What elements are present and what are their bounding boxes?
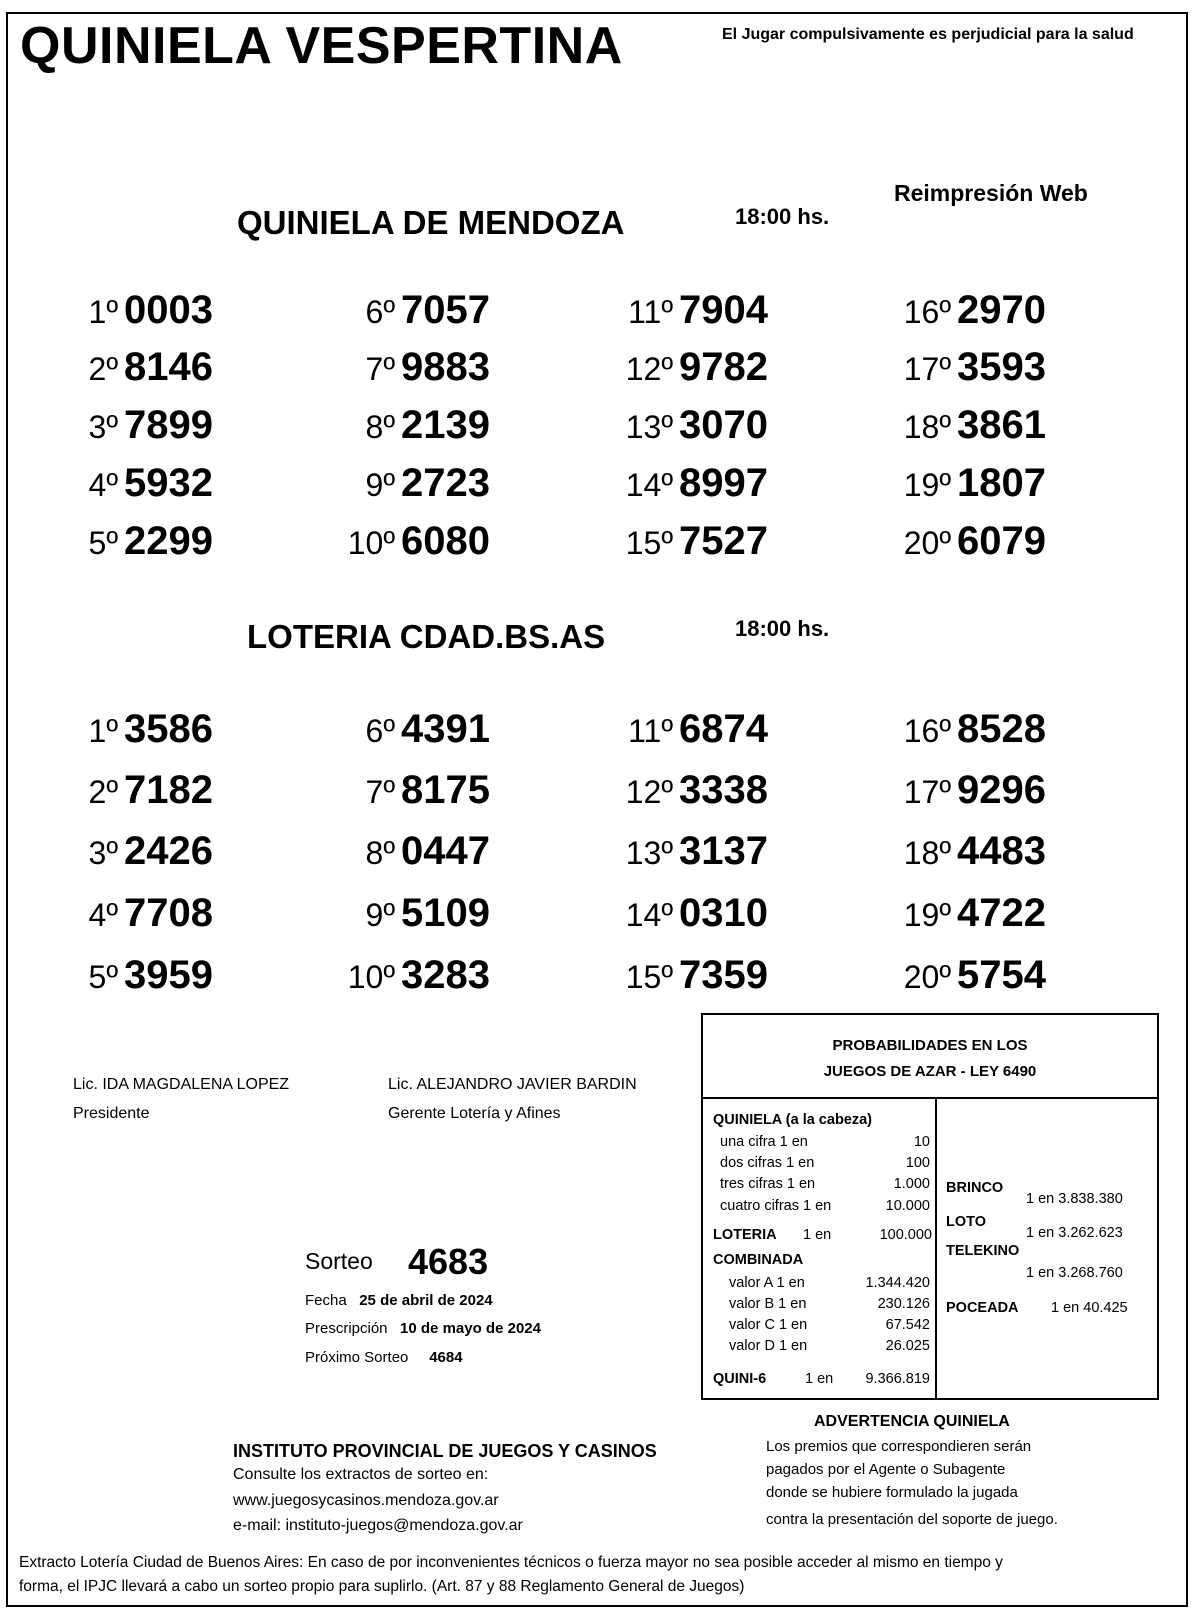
result-item <box>846 345 1046 390</box>
result-item <box>846 519 1046 564</box>
result-number: 3593 <box>957 345 1046 389</box>
result-item <box>13 345 213 390</box>
draw-date-label: Fecha <box>305 1292 347 1309</box>
result-number: 3861 <box>957 403 1046 447</box>
quiniela-odds-value: 100 <box>905 1155 930 1171</box>
result-number: 7182 <box>124 768 213 812</box>
telekino-odds-label: TELEKINO <box>946 1243 1020 1259</box>
result-number: 7359 <box>679 953 768 997</box>
probabilities-title-line2: JUEGOS DE AZAR - LEY 6490 <box>823 1063 1037 1080</box>
result-position: 8º <box>365 835 396 871</box>
result-item <box>290 288 490 333</box>
next-draw <box>305 1349 463 1366</box>
signature-name-president: Lic. IDA MAGDALENA LOPEZ <box>73 1076 290 1093</box>
draw-date <box>305 1292 493 1309</box>
result-item <box>568 345 768 390</box>
result-item <box>290 345 490 390</box>
quiniela-odds-label: una cifra 1 en <box>720 1134 808 1150</box>
result-item <box>290 768 490 813</box>
result-number: 3070 <box>679 403 768 447</box>
result-position: 17º <box>903 774 952 810</box>
result-item <box>846 288 1046 333</box>
result-item <box>846 461 1046 506</box>
result-number: 3338 <box>679 768 768 812</box>
result-number: 2426 <box>124 829 213 873</box>
next-draw-value: 4684 <box>429 1349 463 1366</box>
result-position: 2º <box>88 351 119 387</box>
result-position: 11º <box>628 294 674 330</box>
result-number: 2139 <box>401 403 490 447</box>
result-number: 9883 <box>401 345 490 389</box>
signature-role-president: Presidente <box>73 1105 150 1122</box>
telekino-odds-value: 1 en 3.268.760 <box>1026 1265 1123 1281</box>
quini6-odds-label: QUINI-6 <box>713 1371 767 1387</box>
result-item <box>13 829 213 874</box>
combinada-odds-value: 67.542 <box>885 1317 930 1333</box>
result-position: 13º <box>625 409 674 445</box>
combinada-odds-label: valor B 1 en <box>729 1296 807 1312</box>
poceada-odds-value: 1 en 40.425 <box>1051 1300 1128 1316</box>
signature-role-manager: Gerente Lotería y Afines <box>388 1105 561 1122</box>
result-position: 3º <box>88 409 119 445</box>
result-item <box>290 829 490 874</box>
quiniela-odds-label: dos cifras 1 en <box>720 1155 815 1171</box>
quiniela-odds-value: 10 <box>913 1134 930 1150</box>
result-position: 12º <box>625 351 674 387</box>
result-position: 11º <box>628 713 674 749</box>
result-position: 7º <box>365 774 396 810</box>
result-item <box>846 953 1046 998</box>
result-item <box>13 768 213 813</box>
result-item <box>846 403 1046 448</box>
result-position: 17º <box>903 351 952 387</box>
result-item <box>568 953 768 998</box>
result-number: 3137 <box>679 829 768 873</box>
result-position: 16º <box>903 713 952 749</box>
result-item <box>568 461 768 506</box>
result-number: 8175 <box>401 768 490 812</box>
result-position: 14º <box>625 897 674 933</box>
result-position: 14º <box>625 467 674 503</box>
combinada-odds-label: valor C 1 en <box>729 1317 808 1333</box>
result-number: 2970 <box>957 288 1046 332</box>
probabilities-column-divider <box>935 1099 937 1399</box>
section-title-mendoza: QUINIELA DE MENDOZA <box>237 204 625 241</box>
footer-note-line1: Extracto Lotería Ciudad de Buenos Aires: En caso de por inconvenientes técnicos o fuerza mayor no sea posible acceder al mismo en tiempo y <box>19 1554 1003 1571</box>
result-number: 4483 <box>957 829 1046 873</box>
result-number: 6079 <box>957 519 1046 563</box>
loteria-odds-label: LOTERIA <box>713 1227 777 1243</box>
result-item <box>290 891 490 936</box>
result-number: 3283 <box>401 953 490 997</box>
result-item <box>13 403 213 448</box>
result-item <box>568 768 768 813</box>
brinco-odds-label: BRINCO <box>946 1180 1004 1196</box>
advertencia-line: contra la presentación del soporte de juego. <box>766 1511 1058 1528</box>
draw-prescription <box>305 1320 541 1337</box>
poceada-odds-label: POCEADA <box>946 1300 1019 1316</box>
result-position: 1º <box>88 713 119 749</box>
result-position: 19º <box>903 897 952 933</box>
result-position: 6º <box>365 713 396 749</box>
result-number: 6080 <box>401 519 490 563</box>
result-number: 7904 <box>679 288 768 332</box>
result-item <box>846 768 1046 813</box>
result-number: 9296 <box>957 768 1046 812</box>
result-item <box>13 707 213 752</box>
result-position: 2º <box>88 774 119 810</box>
loto-odds-value: 1 en 3.262.623 <box>1026 1225 1123 1241</box>
result-number: 7527 <box>679 519 768 563</box>
quiniela-odds-value: 10.000 <box>885 1198 930 1214</box>
institute-name: INSTITUTO PROVINCIAL DE JUEGOS Y CASINOS <box>233 1441 657 1461</box>
result-position: 10º <box>347 525 396 561</box>
result-item <box>290 461 490 506</box>
draw-prescription-value: 10 de mayo de 2024 <box>400 1320 541 1337</box>
result-item <box>13 288 213 333</box>
advertencia-title: ADVERTENCIA QUINIELA <box>814 1413 1010 1430</box>
result-number: 6874 <box>679 707 768 751</box>
combinada-odds-title: COMBINADA <box>713 1252 804 1268</box>
result-number: 7708 <box>124 891 213 935</box>
loteria-odds-prefix: 1 en <box>803 1227 832 1243</box>
next-draw-label: Próximo Sorteo <box>305 1349 409 1366</box>
signature-name-manager: Lic. ALEJANDRO JAVIER BARDIN <box>388 1076 637 1093</box>
result-position: 16º <box>903 294 952 330</box>
probabilities-header-divider <box>701 1097 1159 1099</box>
loteria-odds-value: 100.000 <box>879 1227 932 1243</box>
result-number: 0003 <box>124 288 213 332</box>
result-number: 3586 <box>124 707 213 751</box>
quiniela-odds-label: tres cifras 1 en <box>720 1176 816 1192</box>
result-item <box>290 519 490 564</box>
result-number: 1807 <box>957 461 1046 505</box>
result-position: 9º <box>365 467 396 503</box>
result-position: 4º <box>88 897 119 933</box>
result-number: 7899 <box>124 403 213 447</box>
result-position: 7º <box>365 351 396 387</box>
quini6-odds-prefix: 1 en <box>805 1371 834 1387</box>
result-number: 0447 <box>401 829 490 873</box>
result-item <box>568 891 768 936</box>
result-number: 0310 <box>679 891 768 935</box>
combinada-odds-value: 1.344.420 <box>865 1275 930 1291</box>
quini6-odds-value: 9.366.819 <box>865 1371 930 1387</box>
result-number: 8528 <box>957 707 1046 751</box>
result-position: 9º <box>365 897 396 933</box>
result-position: 12º <box>625 774 674 810</box>
combinada-odds-value: 26.025 <box>885 1338 930 1354</box>
result-item <box>568 829 768 874</box>
loto-odds-label: LOTO <box>946 1214 987 1230</box>
result-position: 4º <box>88 467 119 503</box>
result-number: 9782 <box>679 345 768 389</box>
result-position: 20º <box>903 525 952 561</box>
combinada-odds-label: valor D 1 en <box>729 1338 808 1354</box>
health-warning: El Jugar compulsivamente es perjudicial para la salud <box>722 26 1134 43</box>
result-position: 13º <box>625 835 674 871</box>
result-position: 10º <box>347 959 396 995</box>
advertencia-line: pagados por el Agente o Subagente <box>766 1461 1006 1478</box>
draw-date-value: 25 de abril de 2024 <box>359 1292 493 1309</box>
institute-email-link[interactable]: e-mail: instituto-juegos@mendoza.gov.ar <box>233 1517 523 1534</box>
result-item <box>13 953 213 998</box>
result-item <box>568 519 768 564</box>
brinco-odds-value: 1 en 3.838.380 <box>1026 1191 1123 1207</box>
result-item <box>846 707 1046 752</box>
quiniela-odds-title: QUINIELA (a la cabeza) <box>713 1112 873 1128</box>
result-number: 4722 <box>957 891 1046 935</box>
result-position: 1º <box>88 294 119 330</box>
result-number: 3959 <box>124 953 213 997</box>
result-number: 5109 <box>401 891 490 935</box>
result-position: 20º <box>903 959 952 995</box>
quiniela-odds-value: 1.000 <box>893 1176 930 1192</box>
result-position: 5º <box>88 959 119 995</box>
section-time-loteria: 18:00 hs. <box>735 616 830 641</box>
result-item <box>846 891 1046 936</box>
section-title-loteria: LOTERIA CDAD.BS.AS <box>247 618 606 655</box>
result-item <box>13 519 213 564</box>
result-item <box>568 707 768 752</box>
result-item <box>290 953 490 998</box>
result-position: 6º <box>365 294 396 330</box>
result-number: 7057 <box>401 288 490 332</box>
result-position: 18º <box>903 835 952 871</box>
combinada-odds-label: valor A 1 en <box>729 1275 805 1291</box>
result-item <box>13 891 213 936</box>
institute-consult-text: Consulte los extractos de sorteo en: <box>233 1466 489 1483</box>
result-number: 5932 <box>124 461 213 505</box>
result-position: 15º <box>625 959 674 995</box>
quiniela-odds-label: cuatro cifras 1 en <box>720 1198 832 1214</box>
combinada-odds-value: 230.126 <box>877 1296 930 1312</box>
result-item <box>13 461 213 506</box>
section-time-mendoza: 18:00 hs. <box>735 204 830 229</box>
result-number: 8997 <box>679 461 768 505</box>
result-position: 19º <box>903 467 952 503</box>
draw-label: Sorteo <box>305 1248 373 1274</box>
result-position: 3º <box>88 835 119 871</box>
institute-website-link[interactable]: www.juegosycasinos.mendoza.gov.ar <box>233 1492 499 1509</box>
result-item <box>846 829 1046 874</box>
footer-note-line2: forma, el IPJC llevará a cabo un sorteo propio para suplirlo. (Art. 87 y 88 Reglamento General de Juegos) <box>19 1578 745 1595</box>
advertencia-line: donde se hubiere formulado la jugada <box>766 1484 1018 1501</box>
probabilities-title-line1: PROBABILIDADES EN LOS <box>832 1037 1028 1054</box>
page-title: QUINIELA VESPERTINA <box>20 17 623 75</box>
result-item <box>568 288 768 333</box>
advertencia-line: Los premios que correspondieren serán <box>766 1438 1032 1455</box>
result-item <box>290 403 490 448</box>
result-item <box>290 707 490 752</box>
draw-prescription-label: Prescripción <box>305 1320 388 1337</box>
draw-number: 4683 <box>408 1241 489 1282</box>
result-position: 18º <box>903 409 952 445</box>
reprint-label: Reimpresión Web <box>894 180 1088 206</box>
result-number: 2299 <box>124 519 213 563</box>
result-number: 5754 <box>957 953 1046 997</box>
result-number: 4391 <box>401 707 490 751</box>
result-position: 15º <box>625 525 674 561</box>
result-number: 2723 <box>401 461 490 505</box>
result-position: 8º <box>365 409 396 445</box>
result-number: 8146 <box>124 345 213 389</box>
result-position: 5º <box>88 525 119 561</box>
result-item <box>568 403 768 448</box>
